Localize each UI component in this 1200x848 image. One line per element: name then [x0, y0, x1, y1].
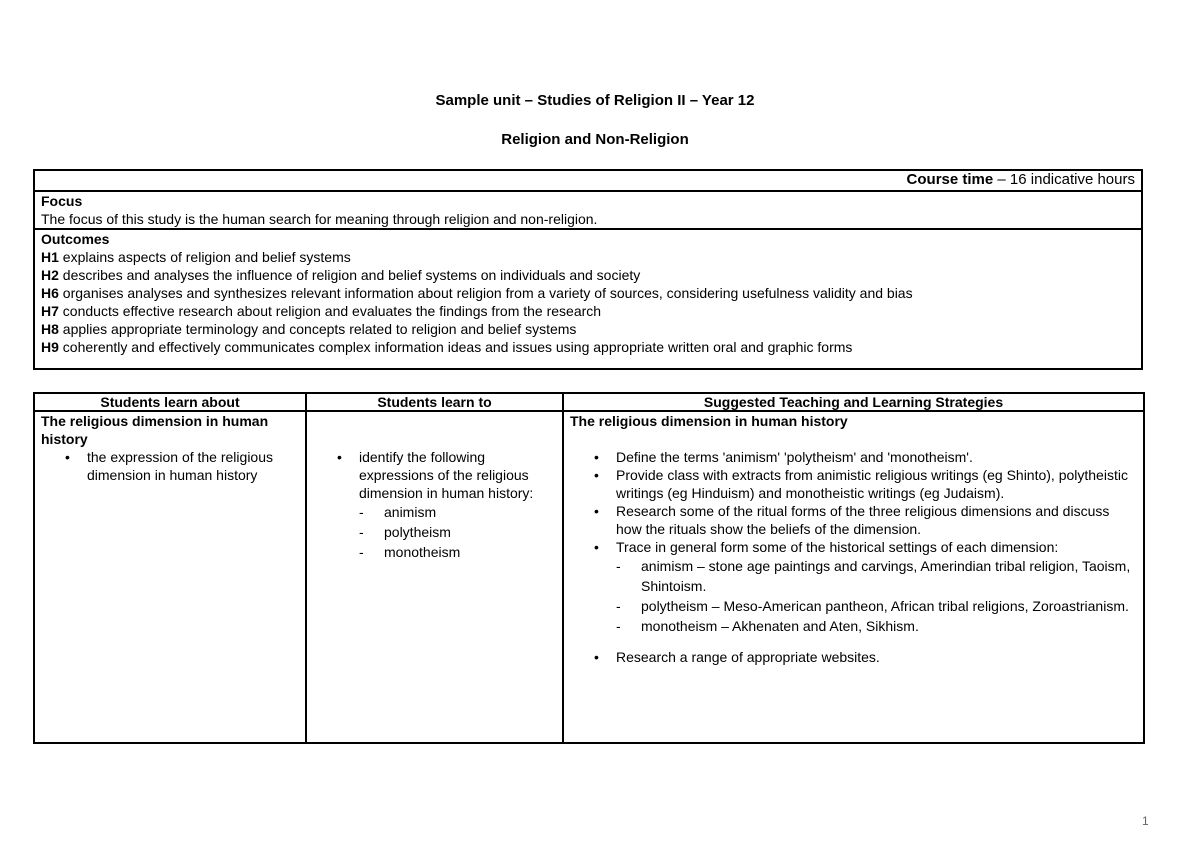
list-item [570, 538, 1137, 636]
focus-row [35, 192, 1141, 230]
overview-box [33, 169, 1143, 370]
table-header-row [34, 393, 1144, 411]
learn-about-list [41, 448, 299, 484]
list-subitem: - polytheism [359, 522, 556, 542]
outcome-text: conducts effective research about religion and evaluates the findings from the research [58, 303, 602, 319]
outcome-code: H6 [41, 285, 59, 301]
focus-text: The focus of this study is the human search for meaning through religion and non-religion. [41, 211, 598, 227]
list-subitem: - monotheism – Akhenaten and Aten, Sikhism. [616, 616, 1137, 636]
outcome-text: coherently and effectively communicates complex information ideas and issues using appropriate written oral and graphic forms [58, 339, 853, 355]
outcome-text: organises analyses and synthesizes relevant information about religion from a variety of sources, considering usefulness validity and bias [58, 285, 913, 301]
outcome-code: H2 [41, 267, 59, 283]
strategies-list [570, 448, 1137, 666]
header-learn-about: Students learn about [34, 393, 306, 411]
outcome-text: describes and analyses the influence of religion and belief systems on individuals and society [58, 267, 641, 283]
list-item: • Provide class with extracts from animistic religious writings (eg Shinto), polytheistic writings (eg Hinduism) and monotheistic writings (eg Judaism). [570, 466, 1137, 502]
list-subitem: - polytheism – Meso-American pantheon, African tribal religions, Zoroastrianism. [616, 596, 1137, 616]
outcome-item [41, 266, 1135, 284]
header-learn-to: Students learn to [306, 393, 563, 411]
list-subitem: - animism – stone age paintings and carvings, Amerindian tribal religion, Taoism, Shintoism. [616, 556, 1137, 596]
outcome-item [41, 302, 1135, 320]
outcome-item [41, 248, 1135, 266]
outcome-item [41, 320, 1135, 338]
strategies-sublist [616, 556, 1137, 636]
list-item [313, 448, 556, 562]
outcome-item [41, 284, 1135, 302]
outcome-code: H1 [41, 249, 59, 265]
header-strategies: Suggested Teaching and Learning Strategies [563, 393, 1144, 411]
outcome-item [41, 338, 1135, 356]
list-item: • the expression of the religious dimension in human history [41, 448, 299, 484]
list-item: • Define the terms 'animism' 'polytheism' and 'monotheism'. [570, 448, 1137, 466]
list-subitem: - monotheism [359, 542, 556, 562]
table-row [34, 411, 1144, 743]
learn-about-heading: The religious dimension in human history [41, 413, 269, 447]
outcome-text: explains aspects of religion and belief systems [58, 249, 351, 265]
course-time-value: – 16 indicative hours [993, 171, 1135, 188]
learn-to-list [313, 448, 556, 562]
learn-to-item-text: identify the following expressions of the religious dimension in human history: [359, 449, 534, 501]
outcome-code: H7 [41, 303, 59, 319]
document-title: Sample unit – Studies of Religion II – Year 12 [435, 92, 755, 109]
strategies-heading: The religious dimension in human history [570, 413, 848, 429]
strategies-cell [563, 411, 1144, 743]
learning-table [33, 392, 1145, 744]
learn-about-cell [34, 411, 306, 743]
outcome-text: applies appropriate terminology and concepts related to religion and belief systems [58, 321, 577, 337]
learn-to-sublist [359, 502, 556, 562]
focus-label: Focus [41, 193, 83, 209]
list-item: • Research some of the ritual forms of the three religious dimensions and discuss how the rituals show the beliefs of the dimension. [570, 502, 1137, 538]
outcomes-row [35, 230, 1141, 356]
page-number: 1 [1142, 814, 1149, 828]
course-time-row [35, 171, 1141, 192]
learn-to-cell [306, 411, 563, 743]
course-time-label: Course time [906, 171, 994, 188]
outcome-code: H8 [41, 321, 59, 337]
document-subtitle: Religion and Non-Religion [501, 131, 689, 148]
list-subitem: - animism [359, 502, 556, 522]
outcomes-label: Outcomes [41, 231, 110, 247]
list-item: • Research a range of appropriate websites. [570, 648, 1137, 666]
outcome-code: H9 [41, 339, 59, 355]
strategy-item-text: Trace in general form some of the historical settings of each dimension: [616, 539, 1059, 555]
